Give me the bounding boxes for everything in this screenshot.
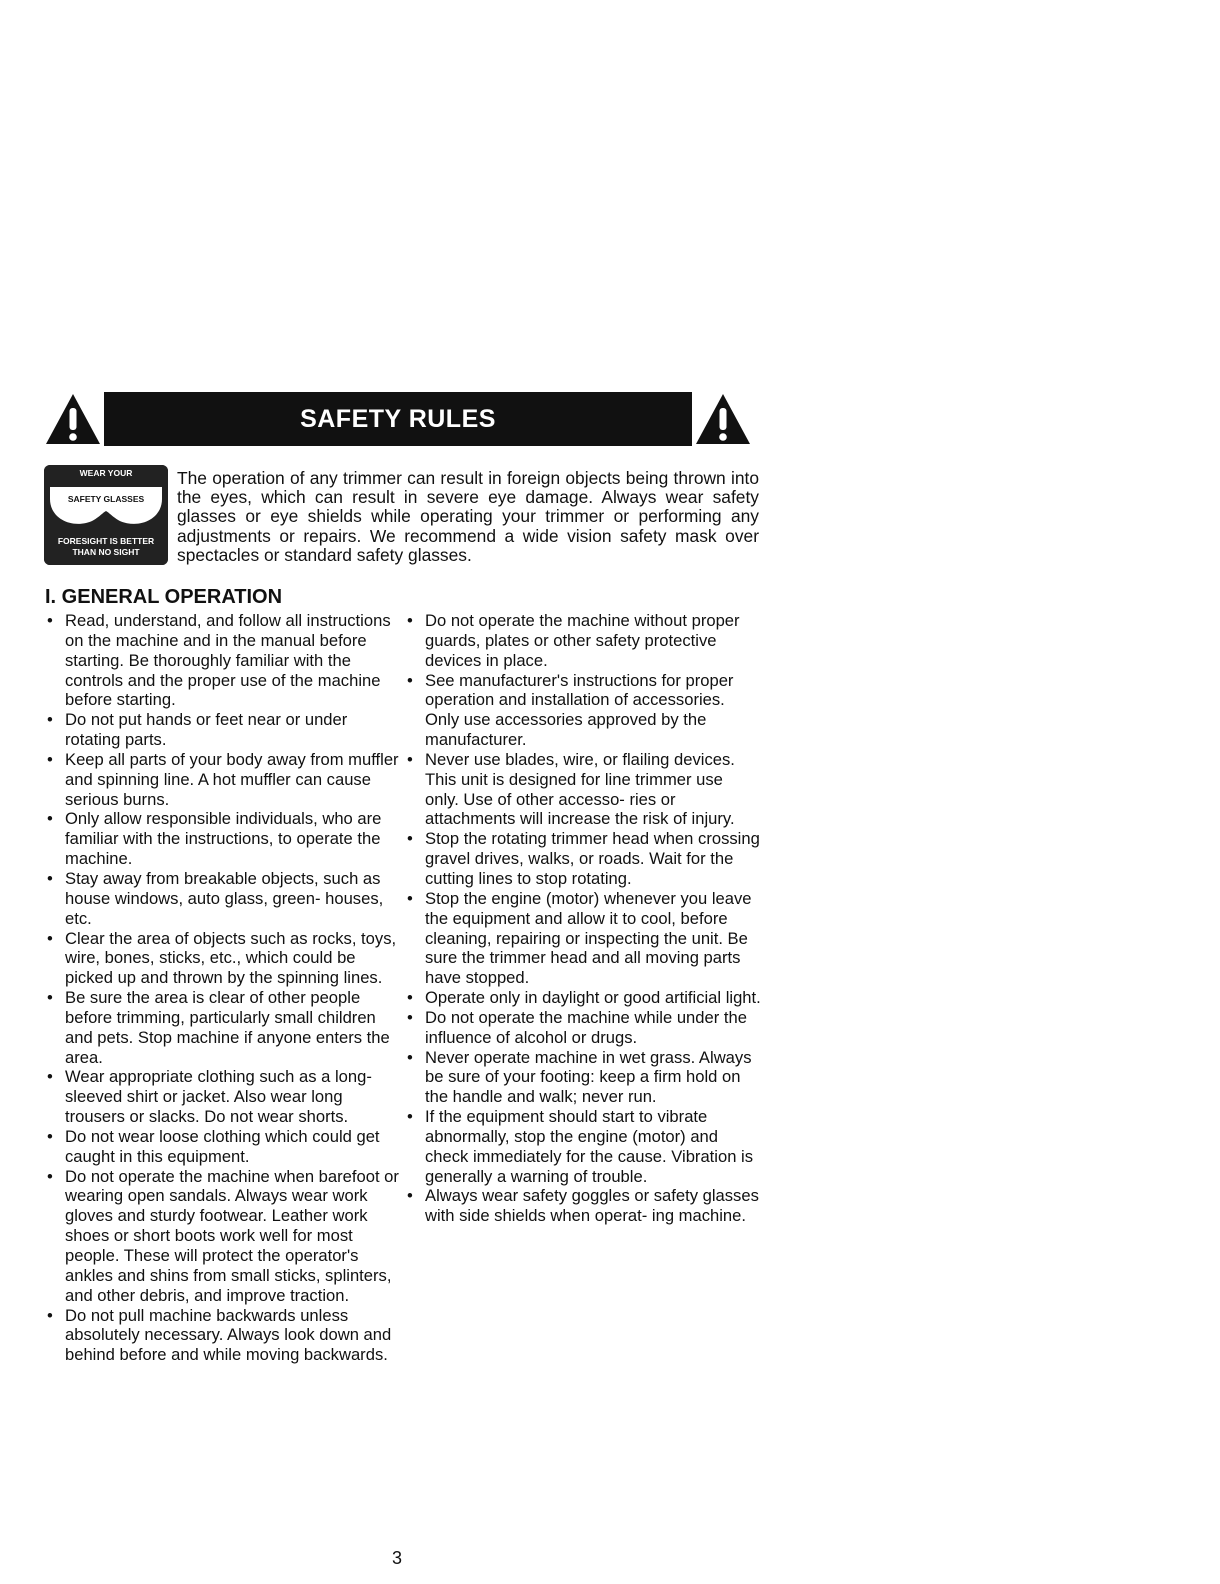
bullet: • (407, 1107, 413, 1127)
bullet: • (47, 1126, 53, 1146)
bullet: • (47, 868, 53, 888)
list-item (45, 611, 401, 710)
list-item (405, 750, 761, 829)
page-number: 3 (392, 1548, 403, 1568)
list-item (405, 829, 761, 889)
list-item (45, 710, 401, 750)
bullet: • (47, 749, 53, 769)
rule-text: Stop the rotating trimmer head when crossing gravel drives, walks, or roads. Wait for the cutting lines to stop rotating. (425, 829, 760, 888)
rule-text: Operate only in daylight or good artificial light. (425, 988, 761, 1008)
list-item (45, 929, 401, 989)
bullet: • (407, 1047, 413, 1067)
rule-text: Always wear safety goggles or safety glasses with side shields when operat- ing machine. (425, 1186, 759, 1226)
list-item (45, 988, 401, 1067)
safety-glasses-badge (44, 465, 168, 565)
badge-line-2: SAFETY GLASSES (67, 494, 145, 504)
badge-line-4: THAN NO SIGHT (72, 547, 140, 557)
left-rules-list (45, 611, 401, 1365)
bullet: • (407, 829, 413, 849)
rule-text: Clear the area of objects such as rocks, toys, wire, bones, sticks, etc., which could be picked up and thrown by the spinning lines. (65, 928, 397, 988)
list-item (45, 869, 401, 929)
rule-text: Stop the engine (motor) whenever you leave the equipment and allow it to cool, before cleaning, repairing or inspecting the unit. Be sure the trimmer head and all moving parts have stopped. (425, 888, 752, 988)
rule-text: Stay away from breakable objects, such as house windows, auto glass, green- houses, etc. (65, 868, 384, 928)
bullet: • (47, 611, 53, 630)
list-item (45, 1306, 401, 1366)
bullet: • (47, 1067, 53, 1087)
bullet: • (47, 988, 53, 1008)
bullet: • (47, 928, 53, 948)
list-item (45, 1167, 401, 1306)
rule-text: Do not put hands or feet near or under rotating parts. (65, 710, 348, 750)
bullet: • (407, 670, 413, 690)
bullet: • (407, 1186, 413, 1206)
rule-text: Do not wear loose clothing which could get caught in this equipment. (65, 1126, 380, 1166)
bullet: • (407, 611, 413, 630)
list-item (45, 1067, 401, 1127)
list-item (405, 889, 761, 988)
rule-text: Do not pull machine backwards unless absolutely necessary. Always look down and behind before and while moving backwards. (65, 1305, 392, 1365)
list-item (45, 1127, 401, 1167)
bullet: • (47, 1305, 53, 1325)
rule-text: See manufacturer's instructions for proper operation and installation of accessories. Only use accessories approved by the manufacturer. (425, 670, 734, 750)
list-item (45, 809, 401, 869)
list-item (405, 1008, 761, 1048)
bullet: • (407, 749, 413, 769)
rule-text: Never use blades, wire, or flailing devices. This unit is designed for line trimmer use only. Use of other accesso- ries or attachments will increase the risk of injury. (425, 749, 735, 829)
safety-rules-banner (44, 392, 752, 448)
list-item (405, 1048, 761, 1108)
warning-triangle-icon (44, 392, 102, 446)
warning-triangle-icon (694, 392, 752, 446)
right-rules-list (405, 611, 761, 1226)
list-item (405, 1186, 761, 1226)
intro-paragraph: The operation of any trimmer can result in foreign objects being thrown into the eyes, which can result in severe eye damage. Always wear safety glasses or eye shields while operating your trimmer or performing any adjustments or repairs. We recommend a wide vision safety mask over spectacles or standard safety glasses. (177, 468, 759, 565)
rule-text: Never operate machine in wet grass. Always be sure of your footing: keep a firm hold on the handle and walk; never run. (425, 1047, 752, 1107)
bullet: • (407, 888, 413, 908)
list-item (405, 671, 761, 750)
bullet: • (407, 988, 413, 1008)
rule-text: Do not operate the machine without proper guards, plates or other safety protective devices in place. (425, 611, 740, 670)
bullet: • (407, 1007, 413, 1027)
rule-text: Be sure the area is clear of other people before trimming, particularly small children and pets. Stop machine if anyone enters the area. (65, 988, 390, 1067)
list-item (45, 750, 401, 810)
badge-line-1: WEAR YOUR (79, 468, 133, 478)
list-item (405, 1107, 761, 1186)
list-item (405, 988, 761, 1008)
bullet: • (47, 809, 53, 829)
rule-text: Only allow responsible individuals, who are familiar with the instructions, to operate the machine. (65, 809, 382, 869)
rule-text: Do not operate the machine while under the influence of alcohol or drugs. (425, 1007, 747, 1047)
list-item (405, 611, 761, 671)
rule-text: Wear appropriate clothing such as a long-sleeved shirt or jacket. Also wear long trousers or slacks. Do not wear shorts. (65, 1067, 372, 1127)
bullet: • (47, 710, 53, 730)
rule-text: If the equipment should start to vibrate abnormally, stop the engine (motor) and check immediately for the cause. Vibration is generally a warning of trouble. (425, 1107, 754, 1186)
badge-line-3: FORESIGHT IS BETTER (57, 536, 155, 546)
section-heading: I. GENERAL OPERATION (45, 586, 283, 608)
rule-text: Do not operate the machine when barefoot or wearing open sandals. Always wear work gloves and sturdy footwear. Leather work shoes or short boots work well for most people. These will protect the operator's ankles and shins from small sticks, splinters, and other debris, and improve traction. (65, 1166, 399, 1305)
section-title: SAFETY RULES (104, 392, 692, 446)
bullet: • (47, 1166, 53, 1186)
rule-text: Read, understand, and follow all instructions on the machine and in the manual before starting. Be thoroughly familiar with the controls and the proper use of the machine before starting. (65, 611, 391, 710)
rule-text: Keep all parts of your body away from muffler and spinning line. A hot muffler can cause serious burns. (65, 749, 399, 809)
